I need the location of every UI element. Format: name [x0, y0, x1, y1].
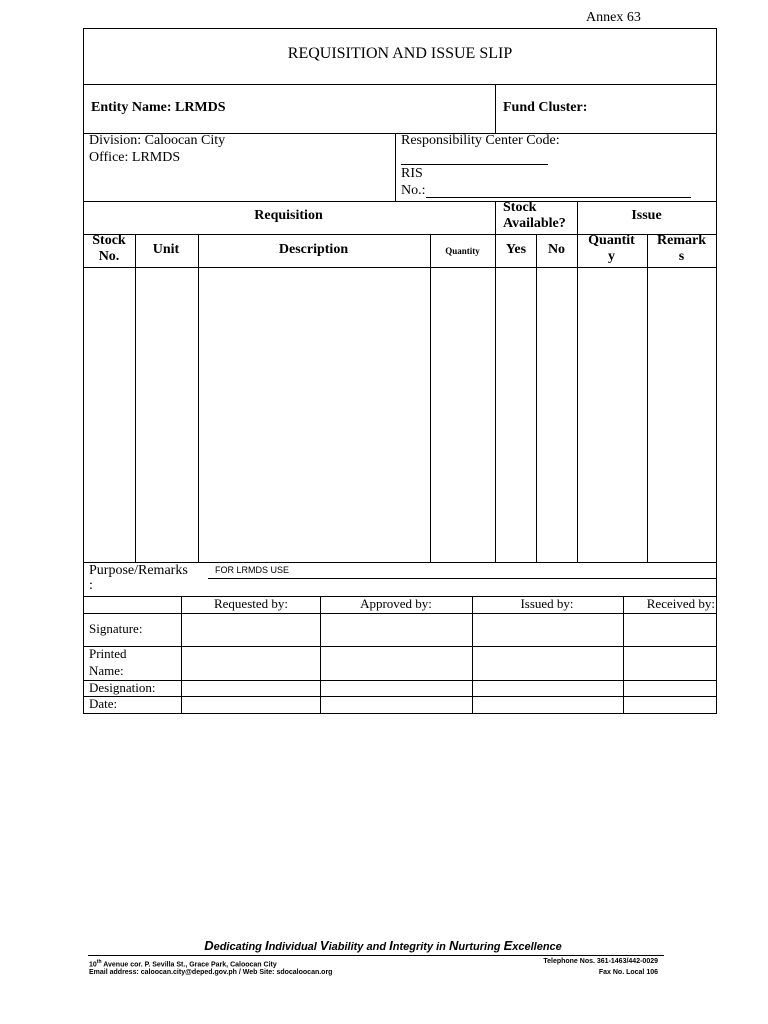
col-quantity: Quantity: [445, 246, 480, 256]
col-issue-quantity-2: y: [608, 249, 615, 264]
received-by-label: Received by:: [646, 596, 715, 611]
footer-rule: [88, 955, 664, 956]
entity-name: Entity Name: LRMDS: [91, 100, 226, 115]
issue-header: Issue: [631, 208, 662, 223]
col-stock-no-1: Stock: [92, 233, 126, 248]
stock-available-header-1: Stock: [503, 200, 537, 215]
col-no: No: [547, 242, 566, 257]
office: Office: LRMDS: [89, 150, 181, 165]
ris-no-label: No.:: [401, 183, 426, 198]
responsibility-center-line: [401, 164, 548, 165]
footer-fax: Fax No. Local 106: [598, 969, 658, 976]
col-stock-no-2: No.: [98, 249, 120, 264]
ris-no-line: [426, 197, 691, 198]
requisition-header: Requisition: [254, 208, 323, 223]
col-description: Description: [278, 242, 349, 257]
footer-email: Email address: caloocan.city@deped.gov.ph / Web Site: sdocaloocan.org: [89, 969, 333, 976]
col-issue-quantity-1: Quantit: [588, 233, 635, 248]
col-unit: Unit: [152, 242, 180, 257]
purpose-value: FOR LRMDS USE: [215, 565, 290, 575]
approved-by-label: Approved by:: [360, 596, 432, 611]
printed-name-label-2: Name:: [89, 663, 124, 678]
signature-label: Signature:: [89, 621, 143, 636]
footer-address: 10th Avenue cor. P. Sevilla St., Grace Park, Caloocan City: [89, 959, 277, 969]
annex-label: Annex 63: [586, 10, 641, 25]
stock-available-header-2: Available?: [503, 216, 566, 231]
purpose-label: Purpose/Remarks: [89, 563, 188, 578]
designation-label: Designation:: [89, 680, 156, 695]
form-title: REQUISITION AND ISSUE SLIP: [287, 45, 513, 62]
col-remarks-1: Remark: [657, 233, 706, 248]
division: Division: Caloocan City: [89, 133, 226, 148]
purpose-line: [208, 578, 717, 579]
fund-cluster-label: Fund Cluster:: [503, 100, 588, 115]
responsibility-center-label: Responsibility Center Code:: [401, 133, 560, 148]
requested-by-label: Requested by:: [213, 596, 288, 611]
col-remarks-2: s: [678, 249, 685, 264]
footer-motto: Dedicating Individual Viability and Integrity in Nurturing Excellence: [204, 938, 562, 953]
ris-label: RIS: [401, 166, 423, 181]
col-yes: Yes: [505, 242, 527, 257]
printed-name-label-1: Printed: [89, 646, 127, 661]
purpose-colon: :: [89, 578, 93, 593]
issued-by-label: Issued by:: [520, 596, 574, 611]
footer-telephone: Telephone Nos. 361-1463/442-0029: [543, 958, 658, 965]
date-label: Date:: [89, 696, 118, 711]
